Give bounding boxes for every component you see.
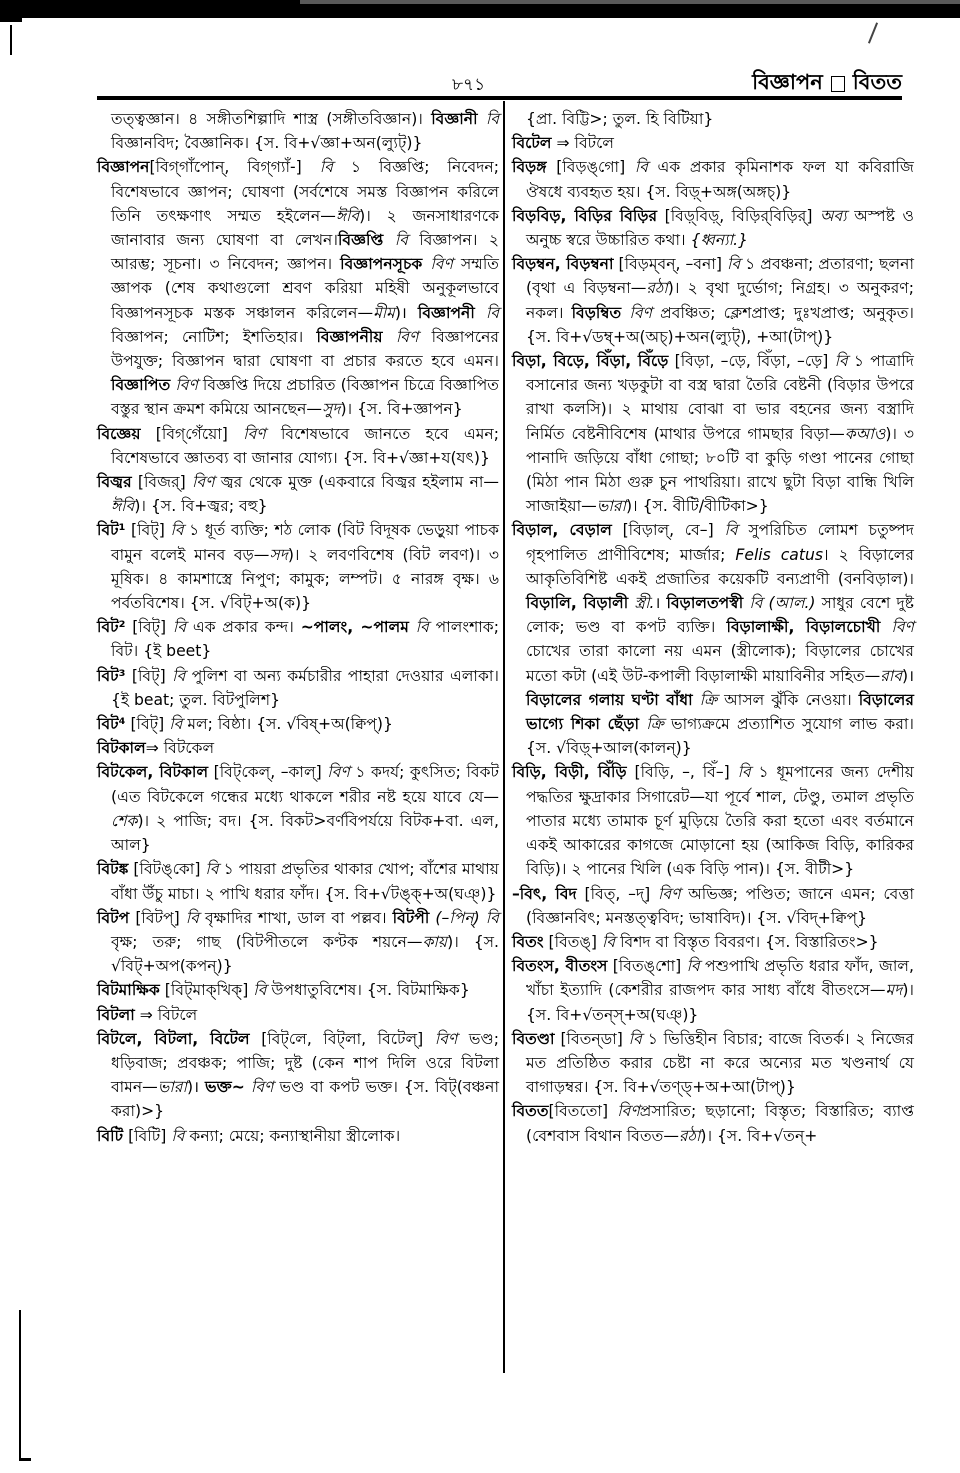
definition: কন্যা; মেয়ে; কন্যাস্থানীয়া স্ত্রীলোক। (189, 1126, 401, 1145)
headword: বিটি (97, 1126, 124, 1145)
definition: )। ২ জনসাধারণকে জানাবার জন্য ঘোষণা বা লেখন। (111, 206, 499, 250)
pronunciation: [বিড়ি, –, বিঁ–] (634, 763, 730, 782)
sub-headword: ভক্ত~ (205, 1078, 245, 1097)
definition: )। (187, 1078, 200, 1097)
definition: । (654, 594, 661, 613)
dictionary-entry (512, 349, 914, 518)
sub-headword: বিজ্ঞাপিত (111, 376, 171, 395)
part-of-speech: অব্য (819, 206, 847, 225)
definition: বিজ্ঞাপন; নোটিশ; ইশতিহার। (111, 327, 304, 346)
part-of-speech: বি (485, 303, 499, 322)
pronunciation: [বিড়ম্‌বন্, –বনা] (618, 255, 722, 274)
definition: ১ পায়রা প্রভৃতির থাকার খোপ; বাঁশের মাথায় বাঁধা উঁচু মাচা। ২ পাখি ধরার ফাঁদ। (111, 860, 499, 903)
etymology: {স. বিস্তারিতং>} (765, 932, 879, 951)
part-of-speech: বি (634, 158, 648, 177)
dictionary-entry (97, 664, 499, 712)
definition: )। (625, 497, 638, 516)
definition: )। ২ পাজি; বদ। (137, 811, 242, 830)
dictionary-entry (97, 760, 499, 857)
quote-source: ঈবি (111, 497, 135, 516)
definition: প্রবঞ্চিত; ক্লেশপ্রাপ্ত; দুঃখপ্রাপ্ত; অনুকৃত। (660, 303, 914, 322)
part-of-speech: বি (834, 352, 848, 371)
definition: ভণ্ড; ধড়িবাজ; প্রবঞ্চক; পাজি; দুষ্ট (কেন শাপ দিলি ওরে বিটলা বামন— (111, 1029, 499, 1097)
part-of-speech: বিণ (243, 424, 266, 443)
part-of-speech: বি (171, 1126, 185, 1145)
pronunciation: [বিট্‌কেল্, –কাল্] (213, 763, 322, 782)
column-divider (503, 101, 505, 1373)
quote-source: সদ (269, 545, 288, 564)
definition: অভিজ্ঞ; পণ্ডিত; জানে এমন; বেত্তা (বিজ্ঞানবিৎ; মনস্তত্ত্ববিদ; ভাষাবিদ)। (526, 884, 914, 927)
part-of-speech: (–পিন্) বি (435, 908, 499, 927)
dictionary-entry (512, 252, 914, 349)
sub-headword: বিড়ালতপস্বী (666, 594, 744, 613)
pronunciation: [বিড়ঙ্‌গো] (556, 158, 626, 177)
headword: বিট¹ (97, 521, 126, 540)
dictionary-entry (512, 131, 914, 155)
cross-reference: ⇒ বিটকেল (145, 739, 215, 758)
margin-line (19, 1310, 21, 1460)
scan-border-fade (300, 0, 960, 4)
definition: মল; বিষ্ঠা। (187, 715, 252, 734)
definition: আসল ঝুঁকি নেওয়া। (724, 690, 852, 709)
dictionary-entry (97, 518, 499, 615)
part-of-speech: বিণ (891, 618, 914, 637)
dictionary-entry (97, 155, 499, 421)
etymology: {স. বি+জ্ঞাপন} (357, 400, 463, 419)
part-of-speech: বিণ (629, 303, 652, 322)
part-of-speech: বি (172, 666, 186, 685)
etymology: {স. বি+√টঙ্ক্+অ(ঘঞ্)} (324, 884, 497, 903)
pronunciation: [বিতন্‌ডা] (560, 1029, 623, 1048)
part-of-speech: বি (253, 981, 267, 1000)
part-of-speech: বি (185, 908, 199, 927)
margin-foot-mark (19, 1458, 31, 1461)
dictionary-entry (97, 978, 499, 1002)
pronunciation: [বিট্] (131, 666, 166, 685)
pronunciation: [বিতঙ্‌শো] (612, 957, 682, 976)
headword: বিট³ (97, 666, 126, 685)
etymology: {স. বীটী>} (774, 860, 855, 879)
dictionary-entry (97, 712, 499, 736)
pronunciation: [বিততো] (548, 1102, 609, 1121)
etymology: {স. বিকট>বর্ণবিপর্যয়ে বিটক+বা. এল, আল} (111, 811, 500, 855)
headword: বিটলে, বিটলা, বিটেল (97, 1029, 250, 1048)
etymology: {স. বিড়্+অঙ্গ(অঙ্গচ্)} (645, 182, 792, 201)
page-header (97, 66, 902, 94)
sub-headword: ~পালং, ~পালম (300, 618, 409, 637)
definition: )। (700, 1126, 713, 1145)
quote-source: ভারা (596, 497, 626, 516)
definition: বৃক্ষ; তরু; গাছ (বিটপীতলে কণ্টক শয়নে— (111, 932, 423, 951)
part-of-speech: বি (169, 715, 183, 734)
headword: বিতণ্ডা (512, 1029, 555, 1048)
part-of-speech: বিণ (250, 1078, 274, 1097)
definition: বিজ্ঞাপন। ২ আরম্ভ; সূচনা। ৩ নিবেদন; জ্ঞাপন। (111, 231, 499, 274)
pronunciation: [বিগ্‌গেঁয়ো] (155, 424, 228, 443)
quote-source: কায় (422, 932, 448, 951)
quote-source: রঠা (646, 279, 668, 298)
definition: চোখের তারা কালো নয় এমন (স্ত্রীলোক); বিড়ালের চোখের মতো কটা (এই উট-কপালী বিড়ালাক্ষী মায়াবিনীর সহিত— (526, 642, 914, 685)
dictionary-entry (512, 930, 914, 954)
sub-headword: বিজ্ঞপ্তি (337, 231, 384, 250)
cross-reference: ⇒ বিটলে (139, 1005, 198, 1024)
definition: সম্মতি জ্ঞাপক (শেষ কথাগুলো শ্রবণ করিয়া মহিষী অনুকূলভাবে বিজ্ঞাপনসূচক মস্তক সঞ্চালন করিলেন— (111, 255, 499, 322)
definition: প্রসারিত; ছড়ানো; বিস্তৃত; বিস্তারিত; ব্যাপ্ত (বেশবাস বিথান বিতত— (526, 1102, 914, 1145)
definition: )। (394, 303, 407, 322)
part-of-speech: বি (485, 110, 499, 128)
part-of-speech: বিণ (395, 327, 419, 346)
headword: বিজ্ঞাপন (97, 158, 150, 177)
headword: বিটকেল, বিটকাল (97, 763, 209, 782)
quote-source: রাব (880, 666, 902, 685)
definition: ১ ভিত্তিহীন বিচার; বাজে বিতর্ক। ২ নিজের মত প্রতিষ্ঠিত করার চেষ্টা না করে অন্যের মত খণ্ডনার্থ যে বাগাড়ম্বর। (526, 1029, 914, 1097)
part-of-speech: বিণ (191, 473, 215, 492)
quote-source: সুদ (321, 400, 341, 419)
pronunciation: [বিগ্‌গাঁপোন্, বিগ্‌গ্যাঁ-] (149, 158, 302, 177)
part-of-speech: বি (686, 957, 700, 976)
headword: বিটকাল (97, 739, 146, 758)
etymology: {ই beat; তুল. বিটপুলিশ} (111, 690, 281, 709)
definition: পুলিশ বা অন্য কর্মচারীর পাহারা দেওয়ার এলাকা। (191, 666, 499, 685)
quote-source: শেক (111, 811, 138, 830)
headword: বিটলা (97, 1005, 135, 1024)
part-of-speech: বি (601, 932, 616, 951)
etymology: {স. √বিদ্+ক্বিপ্} (756, 908, 868, 927)
sub-headword: বিড়ালি, বিড়ালী (526, 594, 629, 613)
pronunciation: [বিট্] (130, 715, 165, 734)
right-column (512, 107, 914, 1148)
pronunciation: [বিতঙ্] (548, 932, 597, 951)
part-of-speech: বি (724, 521, 738, 540)
pronunciation: [বিড়্‌বিড়্, বিড়ির্‌বিড়ির্] (664, 206, 813, 225)
definition: জ্বর থেকে মুক্ত (একবারে বিজ্বর হইলাম না— (220, 473, 499, 492)
etymology: {স. বি+√ডম্ব্+অ(অচ্)+অন(ল্যুট্), +আ(টাপ্)} (526, 327, 834, 346)
headword: বিড়ি, বিড়ী, বিঁড়ি (512, 763, 627, 782)
definition: বিজ্ঞাপনের উপযুক্ত; বিজ্ঞাপন দ্বারা ঘোষণা বা প্রচার করতে হবে এমন। (111, 327, 499, 371)
headword: বিজ্বর (97, 473, 132, 492)
page-number: ৮৭১ (452, 75, 486, 95)
etymology: {স. বি+√জ্ঞা+অন(ল্যুট্)} (254, 134, 423, 153)
headword: বিট² (97, 618, 126, 637)
definition: এক প্রকার কন্দ। (192, 618, 294, 637)
sub-headword: বিজ্ঞাপনসূচক (340, 255, 423, 274)
quote-source: মদ (885, 981, 903, 1000)
part-of-speech: বি (172, 618, 187, 637)
etymology: {স. বি+√তন্স্+অ(ঘঞ্)} (526, 1005, 699, 1024)
definition: ১ ধূর্ত ব্যক্তি; শঠ লোক (বিট বিদূষক ভেড়ুয়া পাচক বামুন বলেই মানব বড়— (111, 521, 500, 564)
etymology: {স. বিট্(বঞ্চনা করা)>} (111, 1078, 499, 1121)
definition: বিজ্ঞপ্তি দিয়ে প্রচারিত (বিজ্ঞাপন চিত্রে বিজ্ঞাপিত বস্তুর স্থান ক্রমশ কমিয়ে আনছেন— (111, 376, 500, 419)
sub-headword: বিড়ম্বিত (571, 303, 622, 322)
dictionary-entry (97, 107, 499, 155)
definition: )। (902, 666, 914, 685)
part-of-speech: বিণ (175, 376, 198, 395)
definition: )। (134, 497, 146, 516)
etymology: {ধ্বন্যা.} (690, 231, 749, 250)
definition: বৃক্ষাদির শাখা, ডাল বা পল্লব। (205, 908, 387, 927)
pronunciation: [বিত্, –দ্] (584, 884, 651, 903)
definition: ১ ধূমপানের জন্য দেশীয় পদ্ধতির ক্ষুদ্রাকার সিগারেট—যা পূর্বে শাল, টেণ্ডু, তমাল প্রভৃতি পাতার মধ্যে তামাক চূর্ণ মুড়িয়ে তৈরি করা হতো এবং বর্তমানে একই আকারের কাগজে মোড়ানো হয় (আকিজ বিড়ি, কারিকর বিড়ি)। ২ পানের খিলি (এক বিড়ি পান)। (526, 763, 914, 879)
sub-headword: বিড়ালের গলায় ঘণ্টা বাঁধা (526, 690, 693, 709)
headword: বিটেল (512, 134, 552, 153)
definition: )। (902, 981, 914, 1000)
headword: বিতংস, বীতংস (512, 957, 608, 976)
part-of-speech: বি (319, 158, 333, 177)
definition: বিজ্ঞানবিদ; বৈজ্ঞানিক। (111, 134, 250, 153)
sub-headword: বিজ্ঞাপনী (417, 303, 475, 322)
etymology: {স. √বিষ্+অ(ক্বিপ্)} (256, 715, 393, 734)
headword: বিটপ (97, 908, 130, 927)
scan-corner-mark (0, 0, 22, 22)
definition: বিশেষভাবে জানতে হবে এমন; বিশেষভাবে জ্ঞাতব্য বা জানার যোগ্য। (111, 424, 499, 467)
cross-reference: ⇒ বিটলে (556, 134, 615, 153)
guide-word-first: বিজ্ঞাপন (752, 70, 823, 94)
part-of-speech: বি (394, 231, 408, 250)
headword: বিড়ঙ্গ (512, 158, 547, 177)
quote-source: ঈবি (335, 206, 360, 225)
definition: সাধুর বেশে দুষ্ট লোক; ভণ্ড বা কপট ব্যক্তি। (526, 594, 914, 637)
sub-headword: বিটপী (392, 908, 430, 927)
sub-headword: বিড়ালাক্ষী, বিড়ালচোখী (726, 618, 881, 637)
pronunciation: [বিট্] (131, 521, 165, 540)
definition: অস্পষ্ট ও অনুচ্চ স্বরে উচ্চারিত কথা। (526, 206, 914, 250)
definition: ১ বিজ্ঞপ্তি; নিবেদন; বিশেষভাবে জ্ঞাপন; ঘোষণা (সর্বশেষে সমস্ত বিজ্ঞাপন করিলে তিনি তৎক্ষণাৎ সম্মত হইলেন— (111, 158, 499, 225)
headword: বিড়াল, বেড়াল (512, 521, 612, 540)
part-of-speech: বিণ (430, 255, 453, 274)
etymology: {স. বি+√জ্ঞা+য(যৎ)} (342, 448, 490, 467)
dictionary-entry (97, 857, 499, 905)
quote-source: ভারা (157, 1078, 188, 1097)
definition: পালংশাক; বিট। (111, 618, 499, 661)
part-of-speech: বিণ (327, 763, 350, 782)
part-of-speech: ক্রি (699, 690, 718, 709)
dictionary-entry (97, 1124, 499, 1148)
part-of-speech: ক্রি (646, 715, 664, 734)
pronunciation: [বিটঙ্‌কো] (133, 860, 201, 879)
dictionary-entry (512, 204, 914, 252)
definition: বিশদ বা বিস্তৃত বিবরণ। (620, 932, 761, 951)
part-of-speech: বি (আল.) (749, 594, 816, 613)
dictionary-entry (97, 470, 499, 518)
definition: )। ২ বৃথা দুর্ভোগ; নিগ্রহ। ৩ অনুকরণ; নকল। (526, 279, 914, 322)
sub-headword: বিড়ালের ভাগ্যে শিকা ছেঁড়া (526, 690, 914, 734)
headword: বিড়বিড়, বিড়ির বিড়ির (512, 206, 658, 225)
etymology: {স. বি+জ্বর; বহু} (150, 497, 268, 516)
definition: ১ কদর্য; কুৎসিত; বিকট (এত বিটকেলে গন্ধের মধ্যে থাকলে শরীর নষ্ট হয়ে যাবে যে— (111, 763, 499, 806)
headword: বিটঙ্ক (97, 860, 129, 879)
pronunciation: [বিট্‌মাক্‌খিক্] (164, 981, 249, 1000)
scientific-name: Felis catus (735, 545, 823, 564)
part-of-speech: বি (737, 763, 751, 782)
quote-source: রঠা (678, 1126, 701, 1145)
etymology: {স. বি+√তণ্ড্+অ+আ(টাপ্)} (593, 1078, 796, 1097)
definition: ভাগ্যক্রমে প্রত্যাশিত সুযোগ লাভ করা। (670, 715, 914, 734)
headword: বিড়া, বিড়ে, বিঁড়া, বিঁড়ে (512, 352, 669, 371)
pronunciation: [বিট্] (132, 618, 167, 637)
etymology: {স. বি+√তন্+ (717, 1126, 818, 1145)
etymology: {স. √বিট্+অ(ক)} (189, 594, 312, 613)
etymology: {প্রা. বিট্টি>; তুল. হি বিটিয়া} (526, 110, 714, 128)
headword: বিট⁴ (97, 715, 126, 734)
etymology: {স. √বিট্+অপ(কপন্)} (111, 932, 499, 976)
guide-word-last: বিতত (852, 70, 902, 94)
header-rule (97, 96, 902, 100)
definition: পশুপাখি প্রভৃতি ধরার ফাঁদ, জাল, খাঁচা ইত্যাদি (কেশরীর রাজপদ কার সাধ্য বাঁধে বীতংসে— (526, 957, 914, 1000)
headword: বিড়ম্বন, বিড়ম্বনা (512, 255, 614, 274)
dictionary-entry (512, 760, 914, 881)
dictionary-entry (512, 107, 914, 131)
definition: )। ২ লবণবিশেষ (বিট লবণ)। ৩ মূষিক। ৪ কামশাস্ত্রে নিপুণ; কামুক; লম্পট। ৫ নারঙ্গ বৃক্ষ। ৬ পর্বতবিশেষ। (111, 545, 499, 613)
definition: ১ প্রবঞ্চনা; প্রতারণা; ছলনা (বৃথা এ বিড়ম্বনা— (526, 255, 914, 298)
dictionary-entry (512, 1027, 914, 1100)
pronunciation: [বিজর্] (137, 473, 186, 492)
pronunciation: [বিটি] (128, 1126, 167, 1145)
dictionary-entry (97, 422, 499, 470)
definition: )। (340, 400, 353, 419)
pronunciation: [বিড়া, –ড়ে, বিঁড়া, –ড়ে] (674, 352, 829, 371)
dictionary-entry (97, 1027, 499, 1124)
dictionary-entry (97, 736, 499, 760)
part-of-speech: বিণ (657, 884, 681, 903)
part-of-speech: বি (205, 860, 219, 879)
part-of-speech: বি (170, 521, 184, 540)
definition: ১ পাত্রাদি বসানোর জন্য খড়কুটা বা বস্ত্র দ্বারা তৈরি বেষ্টনী (বিড়ার উপরে রাখা কলসি)। ২ মাথায় বোঝা বা ভার বহনের জন্য বস্ত্রাদি নির্মিত বেষ্টনীবিশেষ (মাথার উপরে গামছার বিড়া— (526, 352, 914, 443)
dictionary-entry (97, 906, 499, 979)
definition: এক প্রকার কৃমিনাশক ফল যা কবিরাজি ঔষধে ব্যবহৃত হয়। (526, 158, 914, 201)
dictionary-entry (512, 882, 914, 930)
definition: । ২ বিড়ালের আকৃতিবিশিষ্ট একই প্রজাতির কয়েকটি বন্যপ্রাণী (বনবিড়াল)। (526, 545, 914, 588)
part-of-speech: স্ত্রী. (634, 594, 655, 613)
headword: বিটমাক্ষিক (97, 981, 160, 1000)
dictionary-entry (97, 615, 499, 663)
dictionary-entry (512, 1099, 914, 1147)
sub-headword: বিজ্ঞাপনীয় (316, 327, 383, 346)
definition: উপধাতুবিশেষ। (271, 981, 362, 1000)
left-column (97, 107, 499, 1148)
definition: )। ৩ পানাদি জড়িয়ে বাঁধা গোছা; ৮০টি বা কুড়ি গণ্ডা পানের গোছা (মিঠা পান মিঠা গুরু চুন পাথরিয়া। রাখে ছুটা বিড়া বান্ধি খিলি সাজাইয়া— (526, 424, 914, 516)
part-of-speech: বিণ (434, 1029, 458, 1048)
dictionary-entry (512, 518, 914, 760)
etymology: {স. বীটি/বীটিকা>} (642, 497, 769, 516)
pronunciation: [বিড়াল্, বে–] (622, 521, 714, 540)
pronunciation: [বিটপ্] (135, 908, 180, 927)
quote-source: কআও (844, 424, 886, 443)
etymology: {স. √বিড়্+আল(কালন্)} (526, 739, 692, 758)
pronunciation: [বিট্‌লে, বিট্‌লা, বিটেল্] (261, 1029, 424, 1048)
quote-source: মীম (373, 303, 395, 322)
etymology: {ই beet} (143, 642, 212, 661)
headword: বিজ্ঞানী (431, 110, 478, 128)
part-of-speech: বি (628, 1029, 642, 1048)
definition: ভণ্ড বা কপট ভক্ত। (279, 1078, 398, 1097)
entry-continuation: তত্ত্বজ্ঞান। ৪ সঙ্গীতশিল্পাদি শাস্ত্র (সঙ্গীতবিজ্ঞান)। (111, 110, 423, 128)
square-box-icon (831, 76, 845, 92)
definition: সুপরিচিত লোমশ চতুষ্পদ গৃহপালিত প্রাণীবিশেষ; মার্জার; (526, 521, 914, 564)
margin-mark (10, 25, 12, 55)
headword: বিতং (512, 932, 544, 951)
definition: )। (447, 932, 459, 951)
headword: বিজ্ঞেয় (97, 424, 141, 443)
pencil-mark (868, 22, 878, 43)
dictionary-entry (512, 954, 914, 1027)
etymology: {স. বিটমাক্ষিক} (366, 981, 470, 1000)
part-of-speech: বি (726, 255, 741, 274)
dictionary-entry (512, 155, 914, 203)
dictionary-entry (97, 1003, 499, 1027)
headword: বিতত (512, 1102, 549, 1121)
part-of-speech: বি (415, 618, 429, 637)
part-of-speech: বিণ (617, 1102, 640, 1121)
headword: –বিৎ, বিদ (512, 884, 577, 903)
